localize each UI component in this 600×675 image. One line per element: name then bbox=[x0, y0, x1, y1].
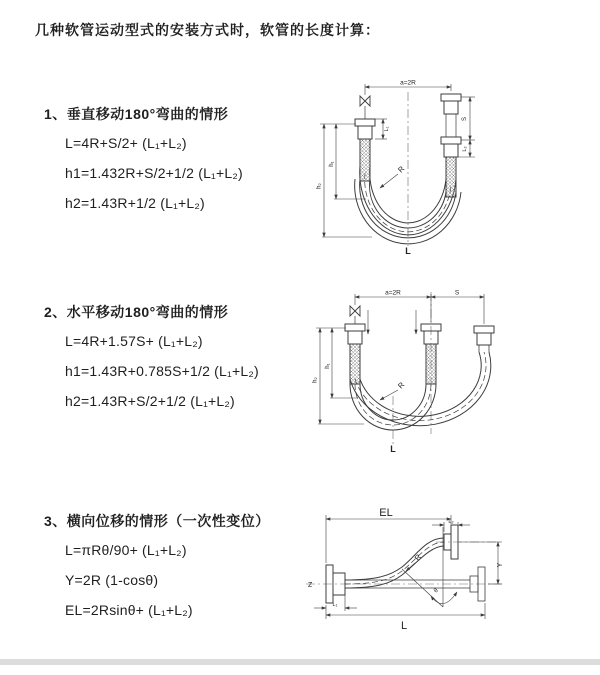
length-label: L bbox=[390, 444, 396, 454]
centerline bbox=[306, 542, 503, 584]
formula-line: h1=1.432R+S/2+1/2 (L₁+L₂) bbox=[65, 165, 243, 181]
section-heading: 1、垂直移动180°弯曲的情形 bbox=[44, 106, 229, 122]
section-vertical-movement bbox=[44, 104, 243, 225]
h1-dim-label: h₁ bbox=[329, 161, 335, 167]
section-heading: 3、横向位移的情形（一次性变位） bbox=[44, 513, 270, 529]
dim-l-lines bbox=[326, 603, 485, 619]
formula-line: L=4R+1.57S+ (L₁+L₂) bbox=[65, 333, 203, 349]
s-dim-label: S bbox=[454, 289, 460, 297]
axis-anchor-label: Z bbox=[308, 582, 313, 589]
centerline bbox=[393, 292, 431, 444]
hose-curve bbox=[345, 538, 444, 588]
left-fitting bbox=[355, 106, 375, 181]
length-label: L bbox=[400, 620, 408, 632]
radius-leader bbox=[406, 563, 415, 571]
radius-label: R bbox=[396, 164, 407, 175]
diagram-vertical-bend bbox=[310, 74, 502, 258]
theta-label: θ bbox=[433, 587, 440, 595]
diagram-horizontal-bend bbox=[306, 284, 598, 456]
valve-icon bbox=[350, 306, 360, 316]
radius-leader bbox=[380, 390, 398, 400]
h1-dim-label: h₁ bbox=[325, 363, 331, 369]
s-dim-label: S bbox=[462, 116, 468, 122]
valve-icon bbox=[360, 96, 370, 106]
movement-arrows bbox=[368, 310, 416, 334]
dim-top-lines bbox=[355, 294, 484, 324]
section-horizontal-movement bbox=[44, 302, 259, 423]
formula-line: L=πRθ/90+ (L₁+L₂) bbox=[65, 542, 187, 558]
h2-dim-label: h₂ bbox=[316, 183, 323, 189]
left-fitting bbox=[345, 316, 365, 384]
dim-el-lines bbox=[326, 515, 454, 563]
formula-line: EL=2Rsinθ+ (L₁+L₂) bbox=[65, 602, 193, 618]
radius-label: R bbox=[396, 380, 407, 391]
diagram-lateral-displacement-drawing bbox=[298, 497, 598, 655]
hose-body bbox=[350, 352, 491, 430]
l2-dim-label: L₂ bbox=[448, 519, 454, 525]
h2-dim-label: h₂ bbox=[312, 377, 319, 383]
diagram-horizontal-bend-drawing bbox=[306, 284, 598, 456]
y-dim-label: Y bbox=[497, 562, 504, 568]
right-fitting bbox=[441, 94, 461, 197]
dim-y-lines bbox=[459, 542, 502, 584]
right-fitting bbox=[474, 326, 494, 352]
formula-line: h2=1.43R+1/2 (L₁+L₂) bbox=[65, 195, 205, 211]
formula-line: L=4R+S/2+ (L₁+L₂) bbox=[65, 135, 187, 151]
dim-label-a2r: a=2R bbox=[400, 79, 416, 87]
section-heading: 2、水平移动180°弯曲的情形 bbox=[44, 304, 229, 320]
section-lateral-displacement bbox=[44, 511, 270, 632]
dim-label-a2r: a=2R bbox=[385, 289, 401, 297]
el-dim-label: EL bbox=[379, 507, 393, 519]
formula-line: h1=1.43R+0.785S+1/2 (L₁+L₂) bbox=[65, 363, 259, 379]
l1-dim-label: L₁ bbox=[384, 126, 390, 132]
page-title: 几种软管运动型式的安装方式时，软管的长度计算： bbox=[35, 22, 380, 38]
radius-leader bbox=[380, 174, 398, 188]
radius-label: R bbox=[412, 552, 424, 563]
diagram-vertical-bend-drawing bbox=[310, 74, 502, 258]
formula-line: Y=2R (1-cosθ) bbox=[65, 572, 159, 588]
length-label: L bbox=[405, 246, 411, 256]
l2-dim-label: L₂ bbox=[462, 146, 468, 152]
diagram-lateral-displacement bbox=[298, 497, 598, 655]
formula-line: h2=1.43R+S/2+1/2 (L₁+L₂) bbox=[65, 393, 235, 409]
scan-edge-artifact bbox=[0, 659, 600, 665]
l1-dim-label: L₁ bbox=[332, 602, 338, 608]
